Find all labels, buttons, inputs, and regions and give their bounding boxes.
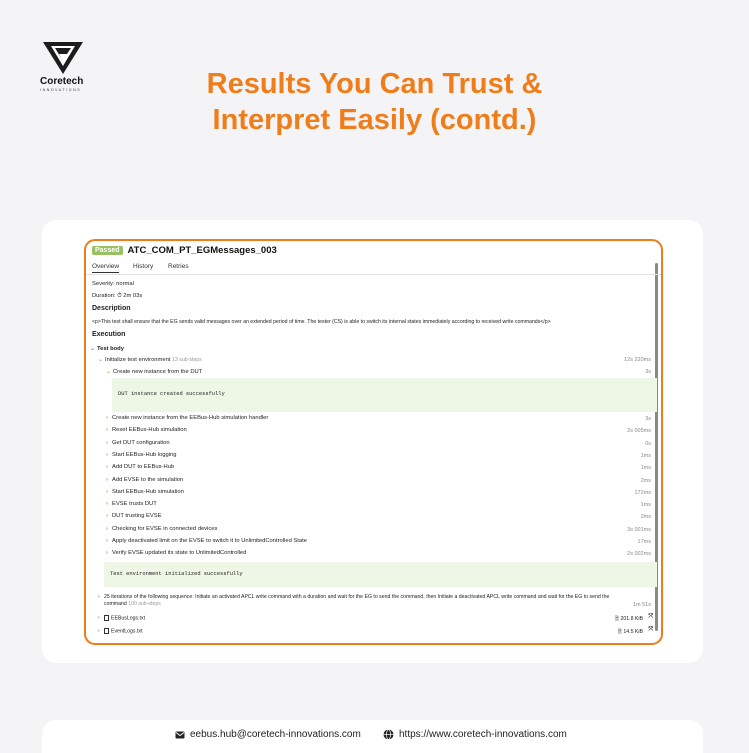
brand-tagline: INNOVATIONS <box>40 88 82 92</box>
status-badge: Passed <box>92 246 123 255</box>
footer-email[interactable] <box>175 729 361 740</box>
step-time: 1ms <box>640 502 651 509</box>
step-row[interactable] <box>106 538 307 544</box>
step-label: Get DUT configuration <box>112 439 170 446</box>
severity: Severity: normal <box>92 281 134 287</box>
attachment-name: EventLogs.txt <box>111 628 143 635</box>
expand-icon[interactable]: ⤧ <box>648 627 653 633</box>
iterations-row[interactable] <box>98 594 609 600</box>
create-dut-row[interactable] <box>106 368 202 375</box>
dut-success-text: DUT instance created successfully <box>118 391 225 397</box>
create-dut-label: Create new instance from the DUT <box>113 369 203 375</box>
step-label: Reset EEBus-Hub simulation <box>112 427 187 434</box>
description-text: <p>This test shall ensure that the EG sends valid messages over an extended period of time. The tester (CS) is able to switch its internal states immediately according to received write commands</p> <box>92 319 551 325</box>
chevron-right-icon: › <box>106 513 108 520</box>
globe-icon <box>383 729 394 740</box>
report-header <box>92 245 277 256</box>
init-step-label: Initialize test environment <box>105 357 171 363</box>
footer-bar <box>42 720 703 753</box>
attachment-name: EEBusLogs.txt <box>111 615 146 622</box>
chevron-right-icon: › <box>98 615 100 622</box>
chevron-right-icon: › <box>106 525 108 532</box>
step-row[interactable] <box>106 415 268 421</box>
step-row[interactable] <box>106 464 174 470</box>
step-time: 2ms <box>640 477 651 484</box>
headline-line-2: Interpret Easily (contd.) <box>212 104 537 136</box>
step-time: 2s 002ms <box>627 551 651 558</box>
file-icon <box>104 628 109 634</box>
step-row[interactable] <box>106 489 184 495</box>
tab-overview[interactable]: Overview <box>92 263 119 273</box>
email-icon <box>175 731 185 739</box>
step-label: Start EEBus-Hub simulation <box>112 488 184 495</box>
init-step-row[interactable] <box>98 356 202 363</box>
chevron-right-icon: › <box>106 488 108 495</box>
tab-retries[interactable]: Retries <box>168 263 189 270</box>
step-row[interactable] <box>106 440 170 446</box>
attachment-size-text: 201.8 KiB <box>620 616 643 622</box>
init-success-message <box>104 562 657 587</box>
init-step-time: 12s 220ms <box>624 357 651 363</box>
attachment-row[interactable] <box>98 615 145 621</box>
tab-bar <box>86 260 661 275</box>
step-label: DUT trusting EVSE <box>112 513 162 520</box>
step-time: 0s <box>645 440 651 447</box>
init-success-text: Test environment initialized successfully <box>110 571 243 577</box>
brand-name: Coretech <box>40 76 84 87</box>
step-label: Start EEBus-Hub logging <box>112 451 177 458</box>
chevron-down-icon: ⌄ <box>90 346 96 352</box>
website-text: https://www.coretech-innovations.com <box>399 729 567 740</box>
step-label: Add EVSE to the simulation <box>112 476 184 483</box>
create-dut-time: 3s <box>645 369 651 375</box>
file-size-icon: 🗎 <box>614 616 621 622</box>
chevron-right-icon: › <box>98 594 100 600</box>
chevron-right-icon: › <box>106 538 108 544</box>
step-row[interactable] <box>106 501 157 507</box>
step-label: Create new instance from the EEBus-Hub simulation handler <box>112 415 269 421</box>
chevron-right-icon: › <box>106 476 108 483</box>
description-heading: Description <box>92 305 131 312</box>
file-icon <box>104 615 109 621</box>
step-row[interactable] <box>106 526 217 532</box>
step-time: 3s <box>645 416 651 422</box>
step-label: Add DUT to EEBus-Hub <box>112 464 175 471</box>
step-label: Verify EVSE updated its state to UnlimitedControlled <box>112 550 247 557</box>
headline-line-1: Results You Can Trust & <box>206 68 543 100</box>
step-time: 3s 001ms <box>627 526 651 533</box>
expand-icon[interactable]: ⤧ <box>648 614 653 620</box>
footer-website[interactable] <box>383 729 567 740</box>
chevron-right-icon: › <box>98 628 100 635</box>
attachment-size <box>615 615 643 624</box>
step-label: EVSE trusts DUT <box>112 501 157 508</box>
test-body-row[interactable] <box>90 345 124 352</box>
iterations-row-cont <box>104 601 161 607</box>
iterations-time: 1m 51s <box>632 602 651 608</box>
step-time: 2ms <box>640 514 651 521</box>
test-title: ATC_COM_PT_EGMessages_003 <box>127 245 277 256</box>
step-time: 1ms <box>640 452 651 459</box>
iterations-label: 25 iterations of the following sequence: Initiate an activated APCL write command with a duration and wait for the EG to send the command, then Initiate a deactivated APCL write command and wait for the EG to send the <box>104 594 610 600</box>
step-time: 1ms <box>640 465 651 472</box>
chevron-right-icon: › <box>106 550 108 557</box>
step-row[interactable] <box>106 513 162 519</box>
step-time: 17ms <box>637 539 651 545</box>
attachment-size <box>618 628 643 637</box>
test-report-window <box>84 239 663 645</box>
step-label: Checking for EVSE in connected devices <box>112 525 218 532</box>
chevron-right-icon: › <box>106 439 108 446</box>
attachment-size-text: 14.5 KiB <box>623 629 643 635</box>
chevron-right-icon: › <box>106 501 108 508</box>
chevron-right-icon: › <box>106 464 108 471</box>
attachment-row[interactable] <box>98 628 142 634</box>
dut-success-message <box>112 378 657 412</box>
chevron-right-icon: › <box>106 427 108 434</box>
test-body-label: Test body <box>97 346 124 352</box>
tab-history[interactable]: History <box>133 263 154 270</box>
execution-heading: Execution <box>92 331 126 338</box>
chevron-right-icon: › <box>106 451 108 458</box>
step-row[interactable] <box>106 452 176 458</box>
iterations-substeps: 100 sub-steps <box>128 601 161 607</box>
step-time: 2s 005ms <box>627 428 651 435</box>
duration: Duration: ⏱ 2m 03s <box>92 293 143 299</box>
step-label: Apply deactivated limit on the EVSE to switch it to UnlimitedControlled State <box>112 538 307 544</box>
step-row[interactable] <box>106 477 183 483</box>
iterations-label-2: command <box>104 601 127 607</box>
chevron-down-icon: ⌄ <box>98 357 104 363</box>
chevron-right-icon: › <box>106 415 108 421</box>
email-text: eebus.hub@coretech-innovations.com <box>190 729 361 740</box>
step-row[interactable] <box>106 550 246 556</box>
step-time: 172ms <box>634 489 651 496</box>
chevron-down-icon: ⌄ <box>106 369 112 375</box>
init-substeps: 13 sub-steps <box>172 357 202 363</box>
step-row[interactable] <box>106 427 187 433</box>
file-size-icon: 🗎 <box>617 629 624 635</box>
